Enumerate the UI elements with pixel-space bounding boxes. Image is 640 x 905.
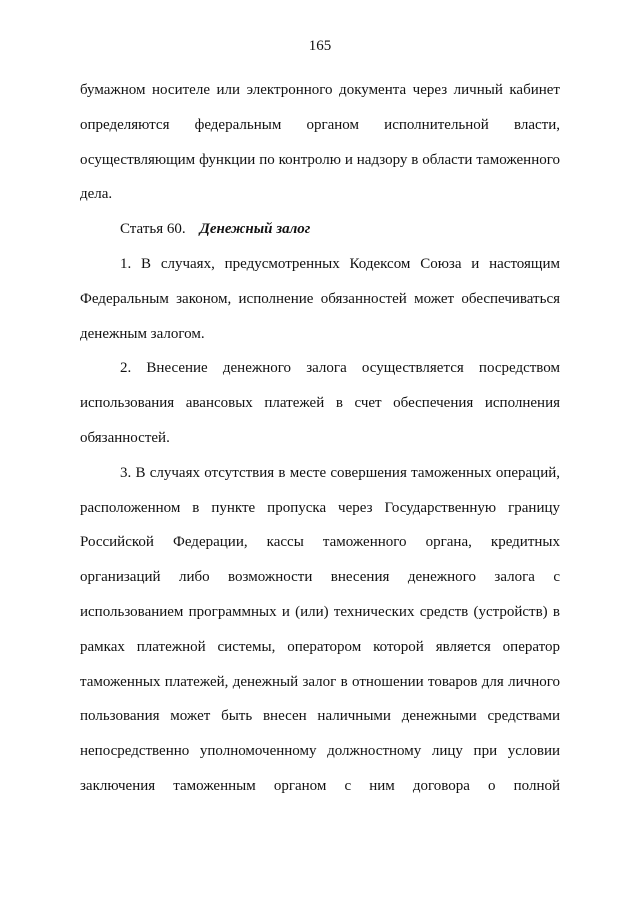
page-number: 165 [308,38,332,54]
paragraph-continuation: бумажном носителе или электронного документа через личный кабинет определяются федеральным органом исполнительной власти, осуществляющим функции по контролю и надзору в области таможенного дела. [80,82,560,203]
article-heading [80,212,560,247]
paragraph-2: 2. Внесение денежного залога осуществляется посредством использования авансовых платежей в счет обеспечения исполнения обязанностей. [80,360,560,446]
paragraph-3: 3. В случаях отсутствия в месте совершения таможенных операций, расположенном в пункте пропуска через Государственную границу Российской Федерации, кассы таможенного органа, кредитных организаций либо возможности внесения денежного залога с использованием программных и (или) технических средств (устройств) в рамках платежной системы, оператором которой является оператор таможенных платежей, денежный залог в отношении товаров для личного пользования может быть внесен наличными денежными средствами непосредственно уполномоченному должностному лицу при условии заключения таможенным органом с ним договора о полной [80,464,560,794]
article-label: Статья 60. [120,221,186,238]
document-body [80,73,560,804]
paragraph-1: 1. В случаях, предусмотренных Кодексом Союза и настоящим Федеральным законом, исполнение обязанностей может обеспечиваться денежным залогом. [80,255,560,342]
article-title: Денежный залог [199,221,311,238]
